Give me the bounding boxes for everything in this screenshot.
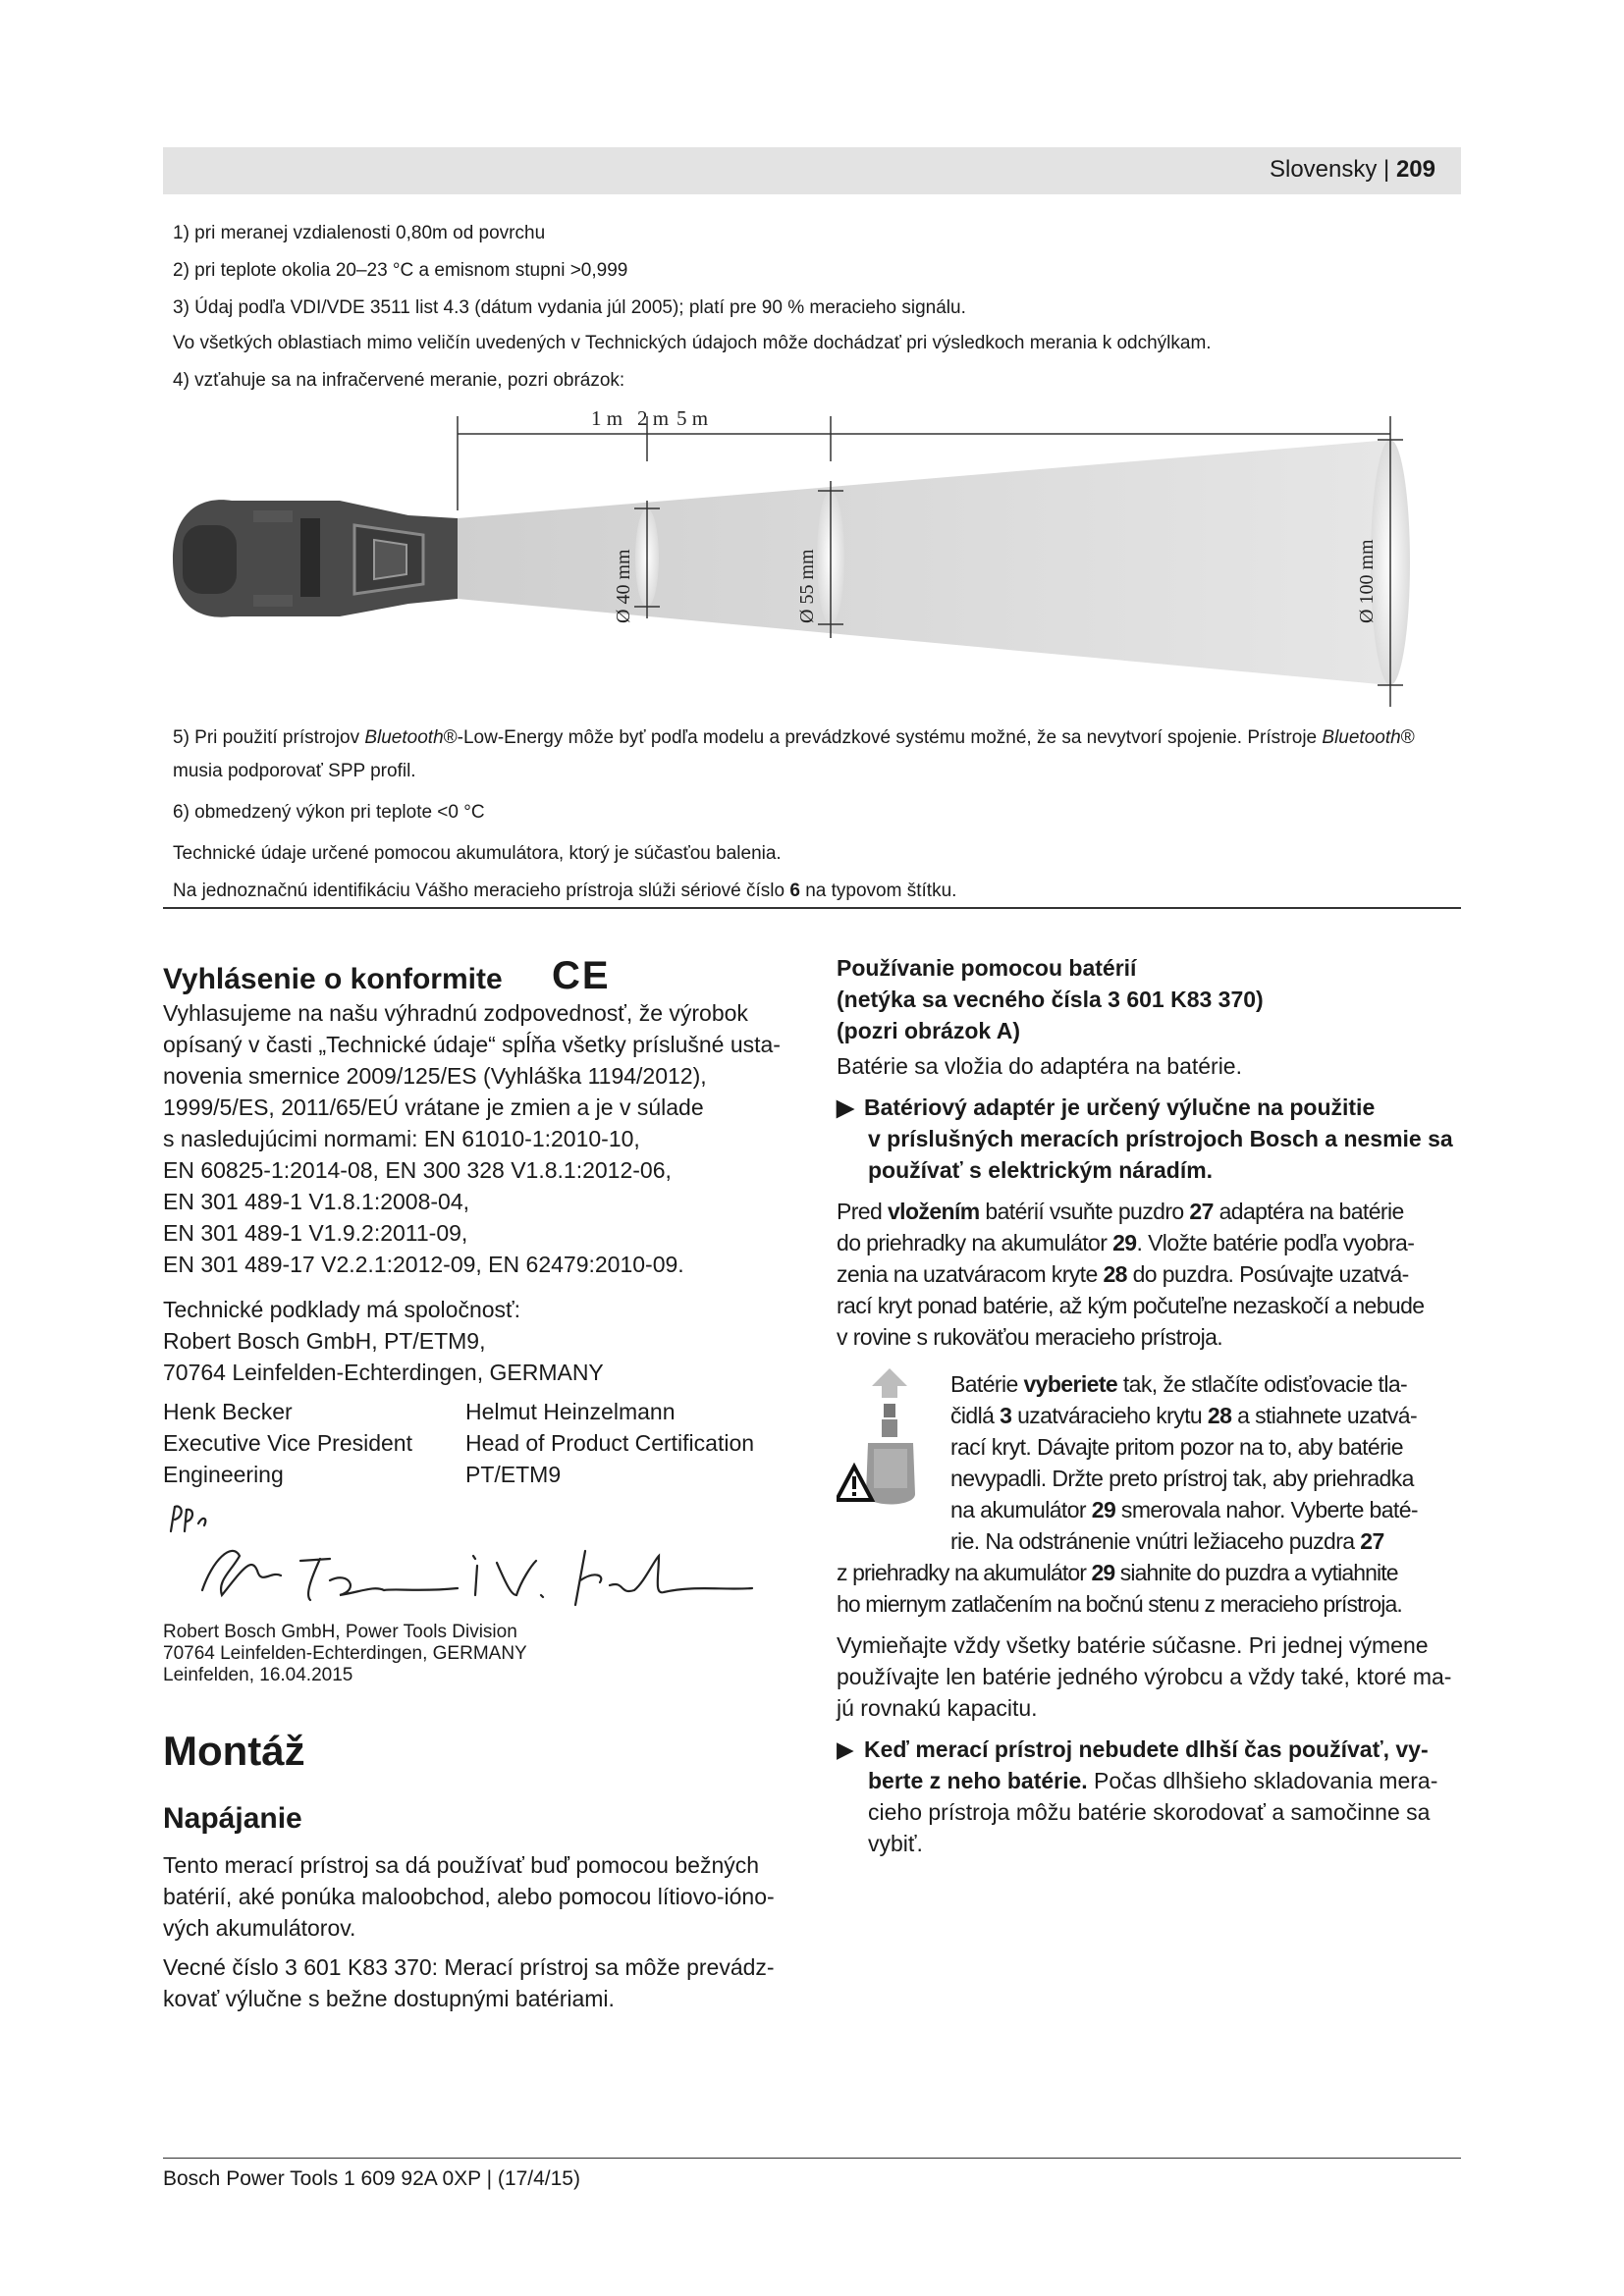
- text: rací kryt. Dávajte pritom pozor na to, aby batérie: [950, 1434, 1403, 1460]
- signer-1: [163, 1396, 458, 1490]
- text: cieho prístroja môžu batérie skorodovať a samočinne sa: [868, 1799, 1431, 1825]
- text: siahnite do puzdra a vytiahnite: [1114, 1560, 1398, 1585]
- dist-label-1m: 1 m: [591, 406, 623, 430]
- ref-number: 28: [1207, 1403, 1232, 1428]
- footer-rule: [163, 2158, 1461, 2159]
- ref-number: 28: [1103, 1261, 1127, 1287]
- remove-paragraph: [950, 1368, 1461, 1557]
- text: Batérie: [950, 1371, 1024, 1397]
- bullet-arrow-icon: ▶: [837, 1736, 854, 1762]
- napajanie-p1: [163, 1849, 801, 1944]
- diam-label-55: Ø 55 mm: [796, 549, 818, 623]
- conformity-title: [163, 954, 801, 998]
- text: používajte len batérie jedného výrobcu a vždy také, ktoré ma-: [837, 1664, 1452, 1689]
- warning-adapter-line: Batériový adaptér je určený výlučne na použitie: [864, 1095, 1376, 1120]
- warning-storage-bold: Keď merací prístroj nebudete dlhší čas používať, vy-: [864, 1736, 1429, 1762]
- ref-number: 3: [1000, 1403, 1012, 1428]
- footnote-1: 1) pri meranej vzdialenosti 0,80m od povrchu: [173, 223, 546, 243]
- insert-paragraph: [837, 1196, 1465, 1353]
- warning-adapter: [837, 1092, 1465, 1186]
- text: Počas dlhšieho skladovania mera-: [1087, 1768, 1438, 1793]
- warning-storage-bold: berte z neho batérie.: [868, 1768, 1088, 1793]
- footnote-5: [173, 726, 1415, 750]
- text: tak, že stlačíte odisťovacie tla-: [1117, 1371, 1408, 1397]
- text: do priehradky na akumulátor: [837, 1230, 1113, 1255]
- conformity-title-text: Vyhlásenie o konformite: [163, 963, 503, 995]
- ref-number: 29: [1091, 1497, 1116, 1522]
- diam-label-100: Ø 100 mm: [1356, 539, 1378, 623]
- footnote-3: 3) Údaj podľa VDI/VDE 3511 list 4.3 (dátum vydania júl 2005); platí pre 90 % meracieho signálu.: [173, 297, 966, 318]
- signer-2-name: Helmut Heinzelmann: [465, 1399, 676, 1424]
- fn5-part-a: 5) Pri použití prístrojov: [173, 727, 365, 748]
- company-line: 70764 Leinfelden-Echterdingen, GERMANY: [163, 1643, 527, 1664]
- company-line: Robert Bosch GmbH, Power Tools Division: [163, 1622, 517, 1642]
- battery-removal-illustration: [837, 1368, 945, 1516]
- signer-2-title: Head of Product Certification: [465, 1430, 755, 1456]
- napajanie-p2: [163, 1951, 801, 2014]
- footnote-5-line2: musia podporovať SPP profil.: [173, 761, 416, 781]
- conformity-line: novenia smernice 2009/125/ES (Vyhláška 1194/2012),: [163, 1063, 707, 1089]
- conformity-line: Vyhlasujeme na našu výhradnú zodpovednosť, že výrobok: [163, 1000, 748, 1026]
- footnote-2: 2) pri teplote okolia 20–23 °C a emisnom stupni >0,999: [173, 260, 628, 281]
- fn5-bluetooth-2: Bluetooth: [1322, 727, 1401, 748]
- text: jú rovnakú kapacitu.: [837, 1695, 1038, 1721]
- text: a stiahnete uzatvá-: [1231, 1403, 1418, 1428]
- beam-cone: [458, 440, 1390, 685]
- warning-adapter-line: v príslušných meracích prístrojoch Bosch a nesmie sa: [868, 1126, 1453, 1151]
- conformity-line: 1999/5/ES, 2011/65/EÚ vrátane je zmien a je v súlade: [163, 1095, 704, 1120]
- conformity-line: EN 301 489-17 V2.2.1:2012-09, EN 62479:2010-09.: [163, 1252, 684, 1277]
- text: smerovala nahor. Vyberte baté-: [1115, 1497, 1418, 1522]
- tech-docs-line: 70764 Leinfelden-Echterdingen, GERMANY: [163, 1360, 604, 1385]
- page-header: [163, 147, 1461, 194]
- page-header-text: Slovensky | 209: [1269, 156, 1435, 183]
- measurement-spot-diagram: [163, 393, 1461, 717]
- warning-adapter-line: používať s elektrickým náradím.: [868, 1157, 1214, 1183]
- text-bold: vložením: [887, 1199, 980, 1224]
- diam-label-40: Ø 40 mm: [613, 549, 634, 623]
- tech-data-note: Technické údaje určené pomocou akumulátora, ktorý je súčasťou balenia.: [173, 843, 782, 864]
- ref-number: 27: [1360, 1528, 1384, 1554]
- text: nevypadli. Držte preto prístroj tak, aby priehradka: [950, 1466, 1414, 1491]
- ce-mark: CE: [552, 954, 611, 997]
- text: do puzdra. Posúvajte uzatvá-: [1126, 1261, 1409, 1287]
- text: z priehradky na akumulátor: [837, 1560, 1092, 1585]
- text: na akumulátor: [950, 1497, 1092, 1522]
- text: batérií vsuňte puzdro: [979, 1199, 1190, 1224]
- battery-intro: Batérie sa vložia do adaptéra na batérie.: [837, 1053, 1242, 1079]
- page-number: 209: [1395, 156, 1435, 183]
- footnote-6: 6) obmedzený výkon pri teplote <0 °C: [173, 802, 485, 823]
- conformity-line: opísaný v časti „Technické údaje“ spĺňa všetky príslušné usta-: [163, 1032, 781, 1057]
- signer-1-dept: Engineering: [163, 1462, 284, 1487]
- battery-heading: [837, 952, 1465, 1046]
- napajanie-p1-line: Tento merací prístroj sa dá používať buď pomocou bežných: [163, 1852, 760, 1878]
- text: zenia na uzatváracom kryte: [837, 1261, 1104, 1287]
- napajanie-p1-line: batérií, aké ponúka maloobchod, alebo pomocou lítiovo-ióno-: [163, 1884, 775, 1909]
- text: . Vložte batérie podľa vyobra-: [1136, 1230, 1415, 1255]
- company-date: Leinfelden, 16.04.2015: [163, 1665, 353, 1685]
- conformity-line: s nasledujúcimi normami: EN 61010-1:2010-10,: [163, 1126, 640, 1151]
- battery-heading-line: Používanie pomocou batérií: [837, 955, 1137, 981]
- serial-note: [173, 880, 956, 903]
- napajanie-p1-line: vých akumulátorov.: [163, 1915, 356, 1941]
- page-footer: Bosch Power Tools 1 609 92A 0XP | (17/4/15): [163, 2167, 580, 2190]
- fn5-part-b: ®-Low-Energy môže byť podľa modelu a prevádzkové systému možné, že sa nevytvorí spojenie. Prístroje: [443, 727, 1323, 748]
- bullet-arrow-icon: ▶: [837, 1095, 854, 1120]
- text: Pred: [837, 1199, 888, 1224]
- text: ho miernym zatlačením na bočnú stenu z meracieho prístroja.: [837, 1591, 1402, 1617]
- serial-part-a: Na jednoznačnú identifikáciu Vášho meracieho prístroja slúži sériové číslo: [173, 881, 790, 901]
- ref-number: 29: [1112, 1230, 1137, 1255]
- fn5-bluetooth: Bluetooth: [364, 727, 444, 748]
- conformity-line: EN 301 489-1 V1.9.2:2011-09,: [163, 1220, 468, 1246]
- signatures-image: [163, 1502, 772, 1620]
- remove-paragraph-cont: [837, 1557, 1465, 1620]
- text: rie. Na odstránenie vnútri ležiaceho puzdra: [950, 1528, 1361, 1554]
- dist-label-5m: 5 m: [677, 406, 709, 430]
- conformity-text: [163, 997, 801, 1280]
- section-divider: [163, 907, 1461, 909]
- text: rací kryt ponad batérie, až kým počuteľne nezaskočí a nebude: [837, 1293, 1425, 1318]
- signer-1-name: Henk Becker: [163, 1399, 293, 1424]
- serial-number-ref: 6: [789, 881, 800, 901]
- montaz-title: Montáž: [163, 1728, 305, 1774]
- ref-number: 29: [1091, 1560, 1115, 1585]
- text: čidlá: [950, 1403, 1001, 1428]
- dist-label-2m: 2 m: [637, 406, 670, 430]
- text: uzatváracieho krytu: [1011, 1403, 1208, 1428]
- battery-heading-line: (pozri obrázok A): [837, 1018, 1020, 1043]
- text: vybiť.: [868, 1831, 923, 1856]
- warning-storage: [837, 1734, 1465, 1859]
- napajanie-p2-line: Vecné číslo 3 601 K83 370: Merací prístroj sa môže prevádz-: [163, 1954, 775, 1980]
- napajanie-p2-line: kovať výlučne s bežne dostupnými batériami.: [163, 1986, 615, 2011]
- serial-part-b: na typovom štítku.: [799, 881, 957, 901]
- arrow-up-icon: [872, 1368, 907, 1398]
- ref-number: 27: [1189, 1199, 1214, 1224]
- company-address: [163, 1622, 801, 1686]
- conformity-line: EN 301 489-1 V1.8.1:2008-04,: [163, 1189, 470, 1214]
- tech-docs-line: Robert Bosch GmbH, PT/ETM9,: [163, 1328, 486, 1354]
- battery-heading-line: (netýka sa vecného čísla 3 601 K83 370): [837, 987, 1264, 1012]
- thermometer-device: [173, 500, 458, 617]
- signer-2: [465, 1396, 799, 1490]
- text: Vymieňajte vždy všetky batérie súčasne. Pri jednej výmene: [837, 1632, 1429, 1658]
- footnote-4: 4) vzťahuje sa na infračervené meranie, pozri obrázok:: [173, 370, 625, 391]
- signer-1-title: Executive Vice President: [163, 1430, 412, 1456]
- napajanie-subtitle: Napájanie: [163, 1802, 302, 1835]
- conformity-line: EN 60825-1:2014-08, EN 300 328 V1.8.1:2012-06,: [163, 1157, 672, 1183]
- text: adaptéra na batérie: [1213, 1199, 1404, 1224]
- fn5-part-c: ®: [1400, 727, 1415, 748]
- text-bold: vyberiete: [1023, 1371, 1118, 1397]
- text: v rovine s rukoväťou meracieho prístroja.: [837, 1324, 1223, 1350]
- header-language: Slovensky: [1269, 156, 1378, 183]
- tech-docs-block: [163, 1294, 801, 1388]
- signer-2-dept: PT/ETM9: [465, 1462, 562, 1487]
- replace-paragraph: [837, 1629, 1465, 1724]
- footnote-3-note: Vo všetkých oblastiach mimo veličín uvedených v Technických údajoch môže dochádzať pri výsledkoch merania k odchýlkam.: [173, 333, 1212, 353]
- tech-docs-line: Technické podklady má spoločnosť:: [163, 1297, 521, 1322]
